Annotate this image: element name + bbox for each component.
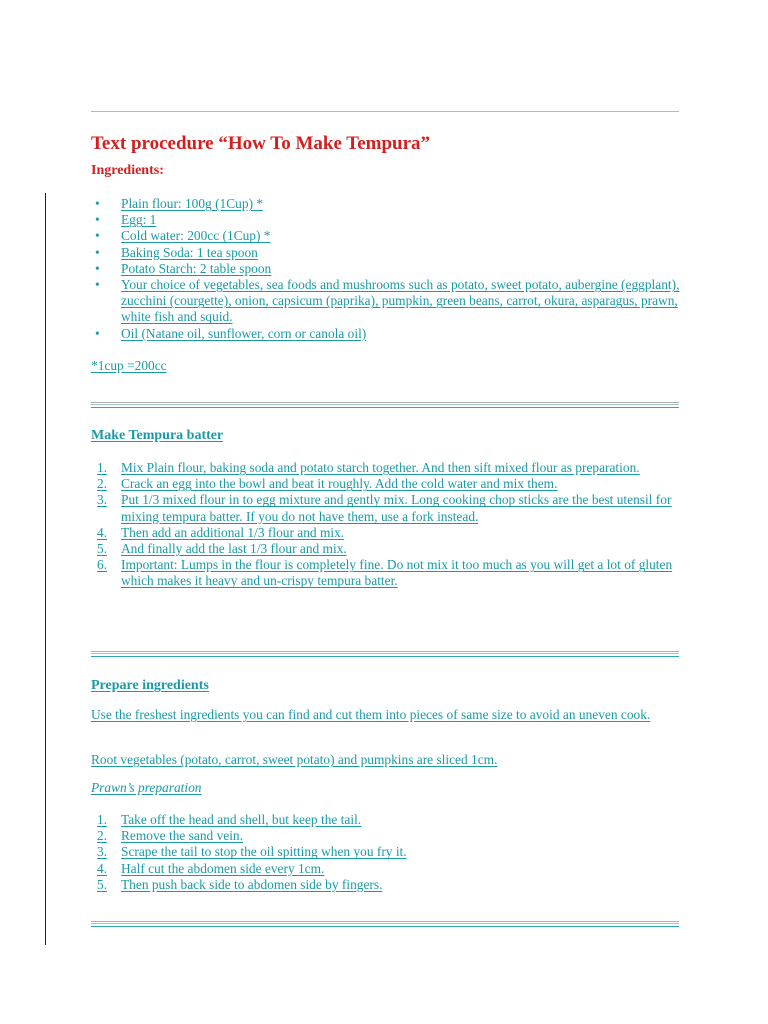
batter-steps bbox=[91, 460, 681, 590]
list-item: • Baking Soda: 1 tea spoon bbox=[95, 244, 258, 260]
section-divider bbox=[91, 402, 679, 408]
list-item: 2. Remove the sand vein. bbox=[97, 828, 243, 844]
list-item: 1. Take off the head and shell, but keep the tail. bbox=[97, 812, 362, 827]
list-item: 5. And finally add the last 1/3 flour and mix. bbox=[97, 541, 347, 557]
bullet-icon: • bbox=[95, 196, 100, 211]
bullet-icon: • bbox=[95, 212, 100, 228]
list-item: 6. Important: Lumps in the flour is completely fine. Do not mix it too much as you will get a lot of gluten which makes it heavy and un-crispy tempura batter. bbox=[97, 557, 673, 589]
cup-note: *1cup =200cc bbox=[91, 358, 167, 373]
list-item: • Egg: 1 bbox=[95, 212, 157, 228]
prepare-heading: Prepare ingredients bbox=[91, 678, 209, 693]
list-item: 4. Then add an additional 1/3 flour and mix. bbox=[97, 524, 345, 540]
margin-rule bbox=[45, 193, 46, 945]
bullet-icon: • bbox=[95, 260, 100, 276]
bullet-icon: • bbox=[95, 228, 100, 244]
list-item: • Cold water: 200cc (1Cup) * bbox=[95, 228, 271, 244]
top-divider bbox=[91, 111, 679, 112]
list-item: • Potato Starch: 2 table spoon bbox=[95, 260, 272, 276]
prepare-paragraph-1: Use the freshest ingredients you can find and cut them into pieces of same size to avoid an uneven cook. bbox=[91, 707, 651, 722]
list-item: 5. Then push back side to abdomen side by fingers. bbox=[97, 876, 383, 892]
list-item: 3. Put 1/3 mixed flour in to egg mixture and gently mix. Long cooking chop sticks are the best utensil for mixing tempura batter. If you do not have them, use a fork instead. bbox=[97, 492, 672, 524]
list-item: 3. Scrape the tail to stop the oil spitting when you fry it. bbox=[97, 844, 407, 860]
list-item: 4. Half cut the abdomen side every 1cm. bbox=[97, 860, 325, 876]
prepare-paragraph-2: Root vegetables (potato, carrot, sweet potato) and pumpkins are sliced 1cm. bbox=[91, 752, 498, 767]
batter-heading: Make Tempura batter bbox=[91, 428, 224, 443]
prawn-heading: Prawn’s preparation bbox=[91, 780, 202, 795]
list-item: • Oil (Natane oil, sunflower, corn or canola oil) bbox=[95, 325, 367, 341]
ingredients-list bbox=[91, 196, 691, 342]
section-divider bbox=[91, 921, 679, 927]
list-item: 1. Mix Plain flour, baking soda and potato starch together. And then sift mixed flour as preparation. bbox=[97, 460, 640, 475]
ingredients-heading: Ingredients: bbox=[91, 163, 164, 178]
bullet-icon: • bbox=[95, 277, 100, 293]
section-divider bbox=[91, 651, 679, 657]
list-item: • Your choice of vegetables, sea foods and mushrooms such as potato, sweet potato, aubergine (eggplant), zucchini (courgette), onion, capsicum (paprika), pumpkin, green beans, carrot, okura, asparagus, prawn, white fish and squid. bbox=[95, 277, 680, 325]
document-title: Text procedure “How To Make Tempura” bbox=[91, 133, 431, 154]
list-item: 2. Crack an egg into the bowl and beat it roughly. Add the cold water and mix them. bbox=[97, 476, 558, 492]
bullet-icon: • bbox=[95, 325, 100, 341]
list-item: • Plain flour: 100g (1Cup) * bbox=[95, 196, 264, 211]
prawn-steps bbox=[91, 812, 691, 893]
bullet-icon: • bbox=[95, 244, 100, 260]
